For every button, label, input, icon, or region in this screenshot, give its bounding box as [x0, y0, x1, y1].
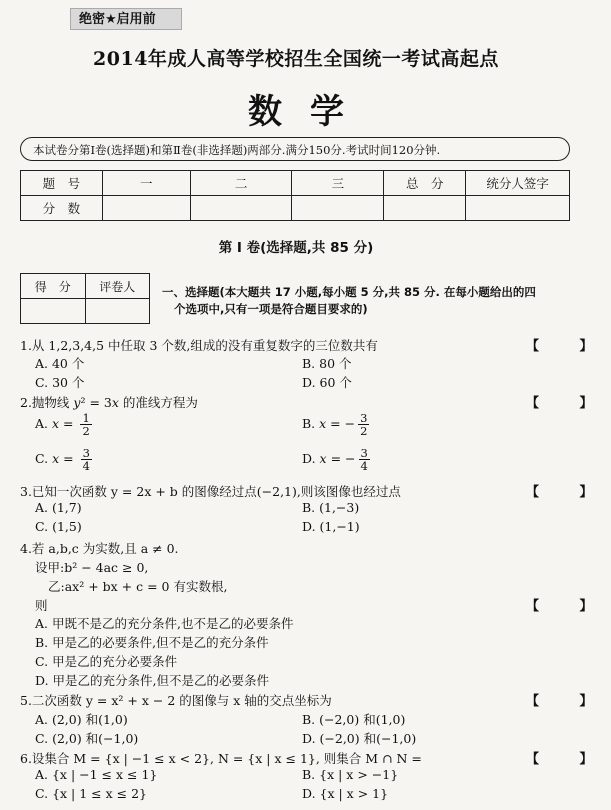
- fraction: $\frac{3}{4}$: [360, 446, 368, 473]
- question-1-option-c[interactable]: C. 30 个: [35, 375, 85, 390]
- score-table-cell: 三: [292, 171, 384, 196]
- grader-reviewer-cell[interactable]: [85, 299, 150, 324]
- fraction: $\frac{1}{2}$: [82, 411, 90, 438]
- score-table-cell: 分 数: [21, 196, 103, 221]
- question-5-option-b[interactable]: B. (−2,0) 和(1,0): [302, 712, 406, 727]
- answer-bracket[interactable]: 【 】: [526, 396, 611, 411]
- section1-line: 一、选择题(本大题共 17 小题,每小题 5 分,共 85 分. 在每小题给出的四: [162, 285, 536, 299]
- score-input-cell[interactable]: [292, 196, 384, 221]
- question-4-option-c[interactable]: C. 甲是乙的充分必要条件: [35, 654, 178, 669]
- question-1-option-b[interactable]: B. 80 个: [302, 356, 352, 371]
- score-table-cell: 题 号: [21, 171, 103, 196]
- grader-score-label: 得 分: [21, 274, 86, 299]
- score-input-cell[interactable]: [190, 196, 292, 221]
- score-table-score-row: [21, 196, 570, 221]
- section1-instructions: [162, 284, 582, 318]
- answer-bracket[interactable]: 【 】: [526, 339, 611, 354]
- grader-reviewer-label: 评卷人: [85, 274, 150, 299]
- question-5-option-c[interactable]: C. (2,0) 和(−1,0): [35, 731, 139, 746]
- fraction: $\frac{3}{4}$: [82, 446, 90, 473]
- question-1-option-d[interactable]: D. 60 个: [302, 375, 352, 390]
- question-6-option-d[interactable]: D. {x | x > 1}: [302, 786, 389, 801]
- question-1-stem: 1.从 1,2,3,4,5 中任取 3 个数,组成的没有重复数字的三位数共有: [20, 338, 378, 353]
- question-2-option-d[interactable]: D. x = − $\frac{3}{4}$: [302, 446, 368, 473]
- question-4-condition-yi: 乙:ax² + bx + c = 0 有实数根,: [48, 579, 228, 594]
- question-4-ze: 则: [35, 598, 48, 613]
- question-5-option-d[interactable]: D. (−2,0) 和(−1,0): [302, 731, 417, 746]
- subject-title: 数学: [248, 92, 372, 132]
- question-4-option-a[interactable]: A. 甲既不是乙的充分条件,也不是乙的必要条件: [35, 616, 294, 631]
- question-3-option-b[interactable]: B. (1,−3): [302, 500, 360, 515]
- score-input-cell[interactable]: [384, 196, 466, 221]
- question-4-option-d[interactable]: D. 甲是乙的充分条件,但不是乙的必要条件: [35, 673, 269, 688]
- score-table-cell: 一: [102, 171, 190, 196]
- question-2-stem: 2.抛物线 y² = 3x 的准线方程为: [20, 395, 198, 410]
- question-4-option-b[interactable]: B. 甲是乙的必要条件,但不是乙的充分条件: [35, 635, 269, 650]
- score-input-cell[interactable]: [466, 196, 570, 221]
- score-table: [20, 170, 570, 221]
- answer-bracket[interactable]: 【 】: [526, 694, 611, 709]
- score-table-cell: 总 分: [384, 171, 466, 196]
- question-4-condition-jia: 设甲:b² − 4ac ≥ 0,: [35, 560, 149, 575]
- question-5-option-a[interactable]: A. (2,0) 和(1,0): [35, 712, 128, 727]
- score-table-cell: 二: [190, 171, 292, 196]
- question-6-option-a[interactable]: A. {x | −1 ≤ x ≤ 1}: [35, 767, 158, 782]
- answer-bracket[interactable]: 【 】: [526, 752, 611, 767]
- question-2-option-a[interactable]: A. x = $\frac{1}{2}$: [35, 411, 90, 438]
- section1-line: 个选项中,只有一项是符合题目要求的): [174, 302, 368, 316]
- question-6-stem: 6.设集合 M = {x | −1 ≤ x < 2}, N = {x | x ≤ 1}, 则集合 M ∩ N =: [20, 751, 422, 766]
- exam-notice: 本试卷分第Ⅰ卷(选择题)和第Ⅱ卷(非选择题)两部分.满分150分.考试时间120分钟.: [20, 137, 570, 161]
- grader-score-cell[interactable]: [21, 299, 86, 324]
- question-6-option-c[interactable]: C. {x | 1 ≤ x ≤ 2}: [35, 786, 147, 801]
- question-3-option-a[interactable]: A. (1,7): [35, 500, 82, 515]
- score-table-header-row: [21, 171, 570, 196]
- question-3-option-c[interactable]: C. (1,5): [35, 519, 82, 534]
- question-3-stem: 3.已知一次函数 y = 2x + b 的图像经过点(−2,1),则该图像也经过点: [20, 484, 401, 499]
- answer-bracket[interactable]: 【 】: [526, 599, 611, 614]
- question-1-option-a[interactable]: A. 40 个: [35, 356, 85, 371]
- question-5-stem: 5.二次函数 y = x² + x − 2 的图像与 x 轴的交点坐标为: [20, 693, 332, 708]
- fraction: $\frac{3}{2}$: [360, 411, 368, 438]
- question-2-option-b[interactable]: B. x = − $\frac{3}{2}$: [302, 411, 368, 438]
- score-table-cell: 统分人签字: [466, 171, 570, 196]
- question-3-option-d[interactable]: D. (1,−1): [302, 519, 360, 534]
- score-input-cell[interactable]: [102, 196, 190, 221]
- question-6-option-b[interactable]: B. {x | x > −1}: [302, 767, 399, 782]
- part1-title: 第 Ⅰ 卷(选择题,共 85 分): [218, 240, 374, 256]
- grader-table: [20, 273, 150, 324]
- answer-bracket[interactable]: 【 】: [526, 485, 611, 500]
- confidential-stamp: 绝密★启用前: [70, 8, 182, 30]
- question-4-stem: 4.若 a,b,c 为实数,且 a ≠ 0.: [20, 541, 179, 556]
- question-2-option-c[interactable]: C. x = $\frac{3}{4}$: [35, 446, 90, 473]
- exam-title: 2014年成人高等学校招生全国统一考试高起点: [93, 48, 499, 70]
